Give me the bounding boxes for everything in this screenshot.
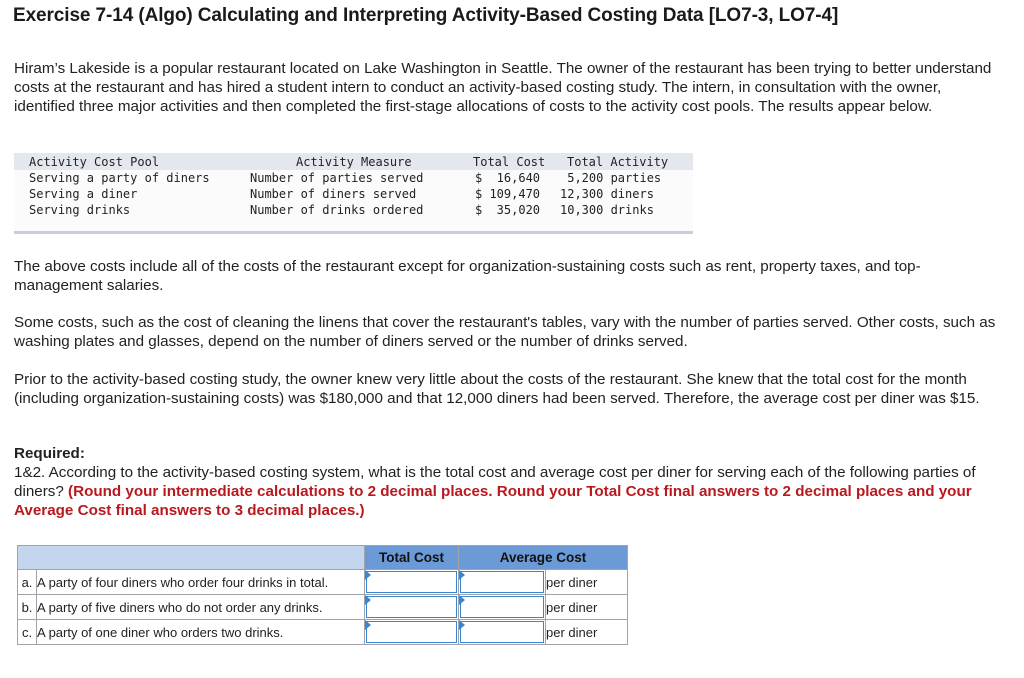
input-marker-icon	[459, 595, 465, 605]
required-section	[14, 444, 1004, 520]
header-activity-measure: Activity Measure	[296, 155, 412, 169]
row-description: A party of five diners who do not order any drinks.	[37, 595, 365, 620]
row-description: A party of four diners who order four drinks in total.	[37, 570, 365, 595]
input-box[interactable]	[366, 596, 457, 618]
row-cost: $ 109,470	[475, 187, 541, 201]
row-letter: a.	[18, 570, 37, 595]
input-marker-icon	[365, 595, 371, 605]
input-box[interactable]	[460, 596, 544, 618]
prior-study-paragraph: Prior to the activity-based costing study, the owner knew very little about the costs of the restaurant. She knew that the total cost for the month (including organization-sustaining costs) was $180,000 and that 12,000 diners had been served. Therefore, the average cost per diner was $15.	[14, 371, 980, 407]
costs-paragraph: The above costs include all of the costs of the restaurant except for organization-sustaining costs such as rent, property taxes, and top-management salaries.	[14, 258, 921, 294]
row-activity: 5,200 parties	[560, 171, 662, 185]
required-question	[14, 463, 1004, 520]
row-description: A party of one diner who orders two drinks.	[37, 620, 365, 645]
answer-table	[17, 545, 628, 645]
input-marker-icon	[459, 570, 465, 580]
total-cost-input[interactable]	[365, 620, 459, 645]
input-marker-icon	[365, 570, 371, 580]
intro-paragraph: Hiram’s Lakeside is a popular restaurant located on Lake Washington in Seattle. The owner of the restaurant has been trying to better understand costs at the restaurant and has hired a student intern to conduct an activity-based costing study. The intern, in consultation with the owner, identified three major activities and then completed the first-stage allocations of costs to the activity cost pools. The results appear below.	[14, 60, 992, 115]
answer-row	[18, 620, 628, 645]
row-measure: Number of drinks ordered	[250, 203, 424, 217]
average-cost-input[interactable]	[459, 595, 546, 620]
header-activity-cost-pool: Activity Cost Pool	[29, 155, 160, 169]
header-total-cost: Total Cost	[473, 155, 546, 169]
row-letter: b.	[18, 595, 37, 620]
page-title: Exercise 7-14 (Algo) Calculating and Interpreting Activity-Based Costing Data [LO7-3, LO7-4]	[13, 5, 839, 26]
header-blank	[18, 546, 365, 570]
average-cost-input[interactable]	[459, 620, 546, 645]
row-pool: Serving a party of diners	[29, 171, 210, 185]
total-cost-input[interactable]	[365, 570, 459, 595]
header-average-cost: Average Cost	[459, 546, 628, 570]
answer-row	[18, 595, 628, 620]
row-measure: Number of parties served	[250, 171, 424, 185]
required-label: Required:	[14, 445, 85, 462]
unit-label: per diner	[546, 570, 628, 595]
row-activity: 12,300 diners	[560, 187, 654, 201]
cost-variation-paragraph: Some costs, such as the cost of cleaning the linens that cover the restaurant's tables, vary with the number of parties served. Other costs, such as washing plates and glasses, depend on the number of diners served or the number of drinks served.	[14, 314, 996, 350]
answer-table-header	[18, 546, 628, 570]
row-cost: $ 35,020	[475, 203, 541, 217]
row-measure: Number of diners served	[250, 187, 417, 201]
row-activity: 10,300 drinks	[560, 203, 654, 217]
row-cost: $ 16,640	[475, 171, 541, 185]
input-box[interactable]	[460, 621, 544, 643]
total-cost-input[interactable]	[365, 595, 459, 620]
header-total-activity: Total Activity	[567, 155, 669, 169]
average-cost-input[interactable]	[459, 570, 546, 595]
input-box[interactable]	[460, 571, 544, 593]
rounding-instruction: (Round your intermediate calculations to 2 decimal places. Round your Total Cost final answers to 2 decimal places and your Average Cost final answers to 3 decimal places.)	[14, 483, 972, 519]
row-letter: c.	[18, 620, 37, 645]
answer-row	[18, 570, 628, 595]
input-box[interactable]	[366, 621, 457, 643]
question-text: 1&2. According to the activity-based costing system, what is the total cost and average cost per diner for serving each of the following parties of diners?	[14, 464, 976, 500]
unit-label: per diner	[546, 620, 628, 645]
header-total-cost: Total Cost	[365, 546, 459, 570]
row-pool: Serving drinks	[29, 203, 131, 217]
input-marker-icon	[365, 620, 371, 630]
unit-label: per diner	[546, 595, 628, 620]
row-pool: Serving a diner	[29, 187, 138, 201]
activity-cost-table	[14, 153, 693, 234]
input-marker-icon	[459, 620, 465, 630]
input-box[interactable]	[366, 571, 457, 593]
